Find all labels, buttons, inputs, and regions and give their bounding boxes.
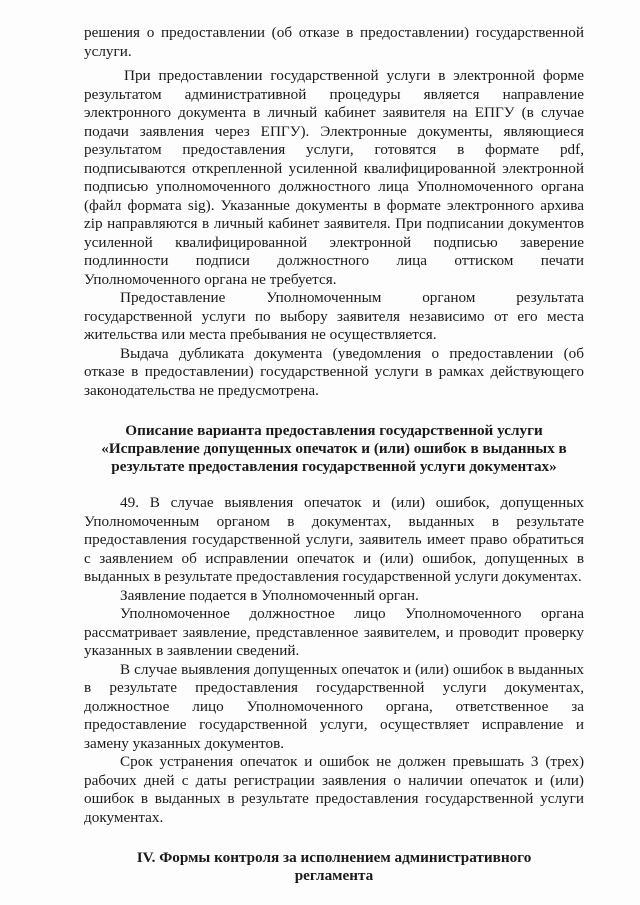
chapter-heading: [84, 849, 584, 885]
paragraph-correction: В случае выявления допущенных опечаток и (или) ошибок в выданных в результате предоставления государственной услуги документах, должностное лицо Уполномоченного органа, ответственное за предоставление государственной услуги, осуществляет исправление и замену указанных документов.: [84, 660, 584, 752]
paragraph-continuation: решения о предоставлении (об отказе в предоставлении) государственной услуги.: [84, 24, 584, 60]
chapter-heading-line-1: IV. Формы контроля за исполнением административного: [136, 849, 532, 866]
chapter-heading-line-2: регламента: [294, 867, 374, 884]
paragraph-electronic-result: При предоставлении государственной услуги в электронной форме результатом административной процедуры является направление электронного документа в личный кабинет заявителя на ЕПГУ (в случае подачи заявления через ЕПГУ). Электронные документы, являющиеся результатом предоставления услуги, готовятся в формате pdf, подписываются открепленной усиленной квалифицированной электронной подписью уполномоченного должностного лица Уполномоченного органа (файл формата sig). Указанные документы в формате электронного архива zip направляются в личный кабинет заявителя. При подписании документов усиленной квалифицированной электронной подписью заверение подлинности подписи должностного лица оттиском печати Уполномоченного органа не требуется.: [84, 67, 584, 288]
section-heading: [84, 422, 584, 476]
paragraph-deadline: Срок устранения опечаток и ошибок не должен превышать 3 (трех) рабочих дней с даты регистрации заявления о наличии опечаток и (или) ошибок в выданных в результате предоставления государственной услуги документах.: [84, 753, 584, 826]
paragraph-duplicate: Выдача дубликата документа (уведомления о предоставлении (об отказе в предоставлении) государственной услуги в рамках действующего законодательства не предусмотрена.: [84, 344, 584, 399]
section-heading-line-3: результате предоставления государственной услуги документах»: [111, 458, 557, 475]
paragraph-result-delivery: Предоставление Уполномоченным органом результата государственной услуги по выбору заявителя независимо от его места жительства или места пребывания не осуществляется.: [84, 289, 584, 343]
section-heading-line-1: Описание варианта предоставления государственной услуги: [125, 422, 543, 439]
document-body: [84, 24, 584, 885]
paragraph-application-submitted: Заявление подается в Уполномоченный орган.: [120, 586, 419, 604]
paragraph-official-reviews: Уполномоченное должностное лицо Уполномоченного органа рассматривает заявление, представленное заявителем, и проводит проверку указанных в заявлении сведений.: [84, 605, 584, 659]
paragraph-clause-49: 49. В случае выявления опечаток и (или) ошибок, допущенных Уполномоченным органом в документах, выданных в результате предоставления государственной услуги, заявитель имеет право обратиться с заявлением об исправлении опечаток и (или) ошибок, допущенных в выданных в результате предоставления государственной услуги документах.: [84, 494, 584, 585]
section-heading-line-2: «Исправление допущенных опечаток и (или) ошибок в выданных в: [101, 440, 567, 457]
